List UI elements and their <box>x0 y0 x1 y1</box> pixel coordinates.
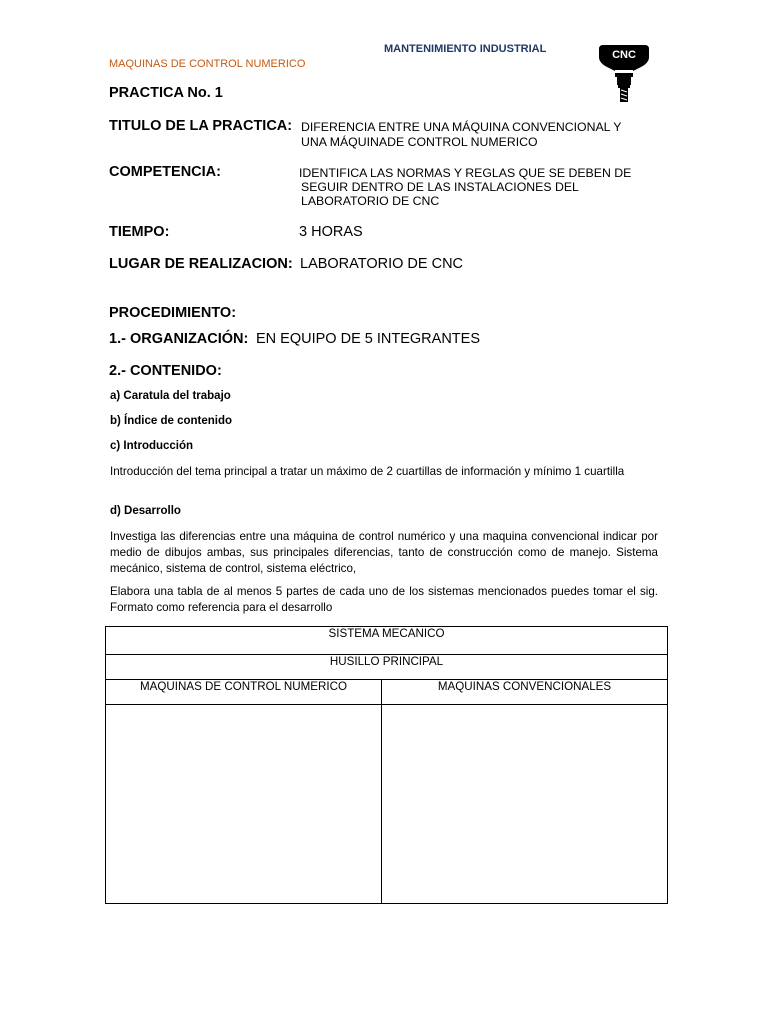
header-right-title: MANTENIMIENTO INDUSTRIAL <box>384 43 547 55</box>
practice-number: PRACTICA No. 1 <box>109 85 223 101</box>
table-header-conventional: MAQUINAS CONVENCIONALES <box>382 680 668 705</box>
table-row <box>106 655 668 680</box>
desarrollo-paragraph: Investiga las diferencias entre una máquina de control numérico y una maquina convencional indicar por medio de dibujos ambas, sus principales diferencias, tanto de construcción como de manejo. Sistema mecánico, sistema de control, sistema eléctrico, <box>110 530 658 575</box>
cnc-logo <box>597 43 651 105</box>
title-label: TITULO DE LA PRACTICA: <box>109 118 293 134</box>
competencia-label: COMPETENCIA: <box>109 164 221 180</box>
title-value-line1: DIFERENCIA ENTRE UNA MÁQUINA CONVENCIONAL Y <box>301 120 622 134</box>
lugar-value: LABORATORIO DE CNC <box>300 256 464 272</box>
table-cell-empty-left <box>106 705 382 904</box>
table-row <box>106 680 668 705</box>
title-value-line2: UNA MÁQUINADE CONTROL NUMERICO <box>301 135 538 149</box>
comparison-table <box>105 626 668 904</box>
table-row <box>106 627 668 655</box>
table-row <box>106 705 668 904</box>
table-cell-empty-right <box>382 705 668 904</box>
table-cell-husillo: HUSILLO PRINCIPAL <box>106 655 668 680</box>
tiempo-value: 3 HORAS <box>299 224 363 240</box>
organizacion-value: EN EQUIPO DE 5 INTEGRANTES <box>256 331 480 347</box>
logo-text: CNC <box>612 49 636 61</box>
organizacion-label: 1.- ORGANIZACIÓN: <box>109 331 249 347</box>
competencia-line1: IDENTIFICA LAS NORMAS Y REGLAS QUE SE DEBEN DE <box>299 166 632 180</box>
header-left-title: MAQUINAS DE CONTROL NUMERICO <box>109 58 306 70</box>
competencia-line3: LABORATORIO DE CNC <box>301 194 440 208</box>
competencia-line2: SEGUIR DENTRO DE LAS INSTALACIONES DEL <box>301 180 579 194</box>
table-header-cnc: MAQUINAS DE CONTROL NUMERICO <box>106 680 382 705</box>
tiempo-label: TIEMPO: <box>109 224 170 240</box>
item-b: b) Índice de contenido <box>110 415 233 427</box>
item-c: c) Introducción <box>110 440 194 452</box>
intro-paragraph: Introducción del tema principal a tratar un máximo de 2 cuartillas de información y mínimo 1 cuartilla <box>110 465 625 478</box>
item-a: a) Caratula del trabajo <box>110 390 231 402</box>
tabla-paragraph: Elabora una tabla de al menos 5 partes de cada uno de los sistemas mencionados puedes tomar el sig. Formato como referencia para el desarrollo <box>110 585 658 614</box>
lugar-label: LUGAR DE REALIZACION: <box>109 256 293 272</box>
contenido-label: 2.- CONTENIDO: <box>109 363 222 379</box>
item-d: d) Desarrollo <box>110 505 181 517</box>
table-cell-sistema: SISTEMA MECANICO <box>106 627 668 655</box>
procedure-heading: PROCEDIMIENTO: <box>109 305 237 321</box>
